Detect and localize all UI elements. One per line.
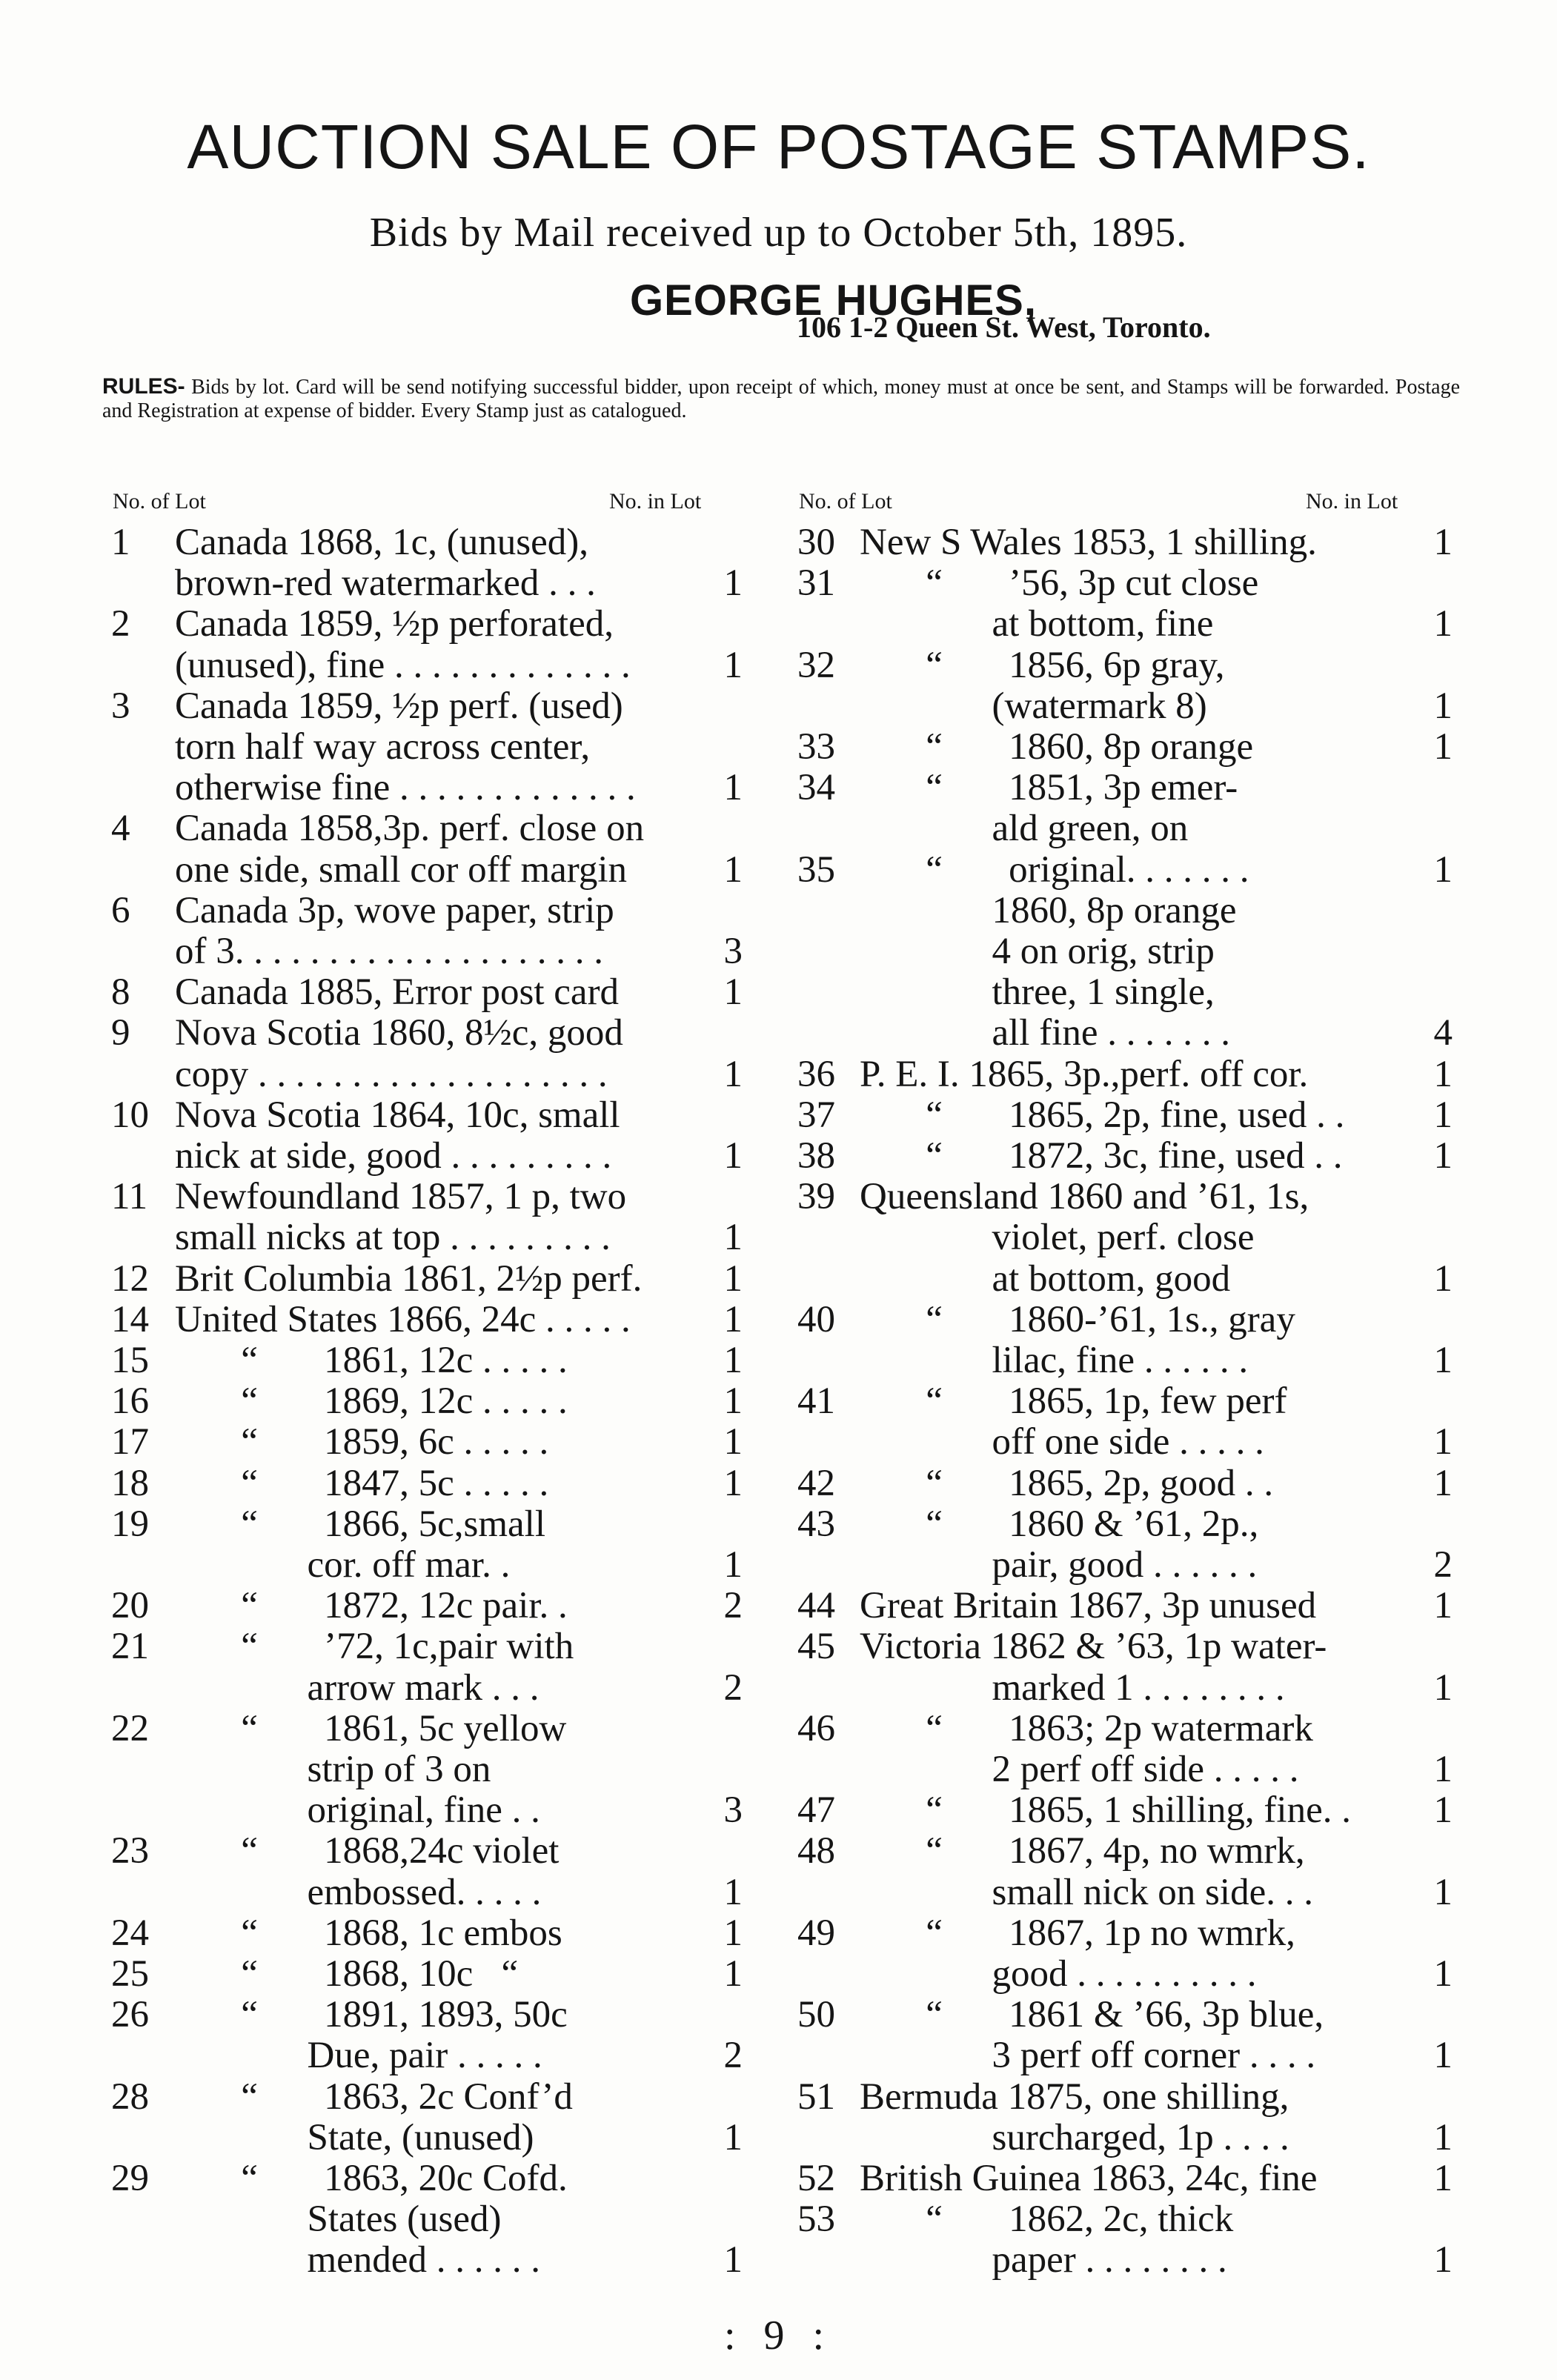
lot-number: 15 xyxy=(111,1340,149,1381)
right-lot-column-header: No. of Lot xyxy=(799,489,892,513)
lot-description: original, fine . . xyxy=(175,1789,540,1832)
auction-rules xyxy=(102,375,1460,423)
lot-description: copy . . . . . . . . . . . . . . . . . . . xyxy=(175,1053,608,1095)
lot-description: Canada 3p, wove paper, strip xyxy=(175,889,614,931)
lot-line xyxy=(0,2033,1557,2078)
lot-description: three, 1 single, xyxy=(860,971,1215,1014)
lot-number: 4 xyxy=(111,808,130,850)
lot-description: “ 1851, 3p emer- xyxy=(860,767,1238,809)
lot-number: 19 xyxy=(111,1503,149,1545)
lot-description: 4 on orig, strip xyxy=(860,931,1215,972)
lot-description: off one side . . . . . xyxy=(860,1421,1264,1463)
lot-description: “ 1859, 6c . . . . . xyxy=(175,1421,549,1463)
dealer-address: 106 1-2 Queen St. West, Toronto. xyxy=(797,310,1211,344)
right-qty-column-header: No. in Lot xyxy=(1306,489,1398,513)
lot-number: 38 xyxy=(797,1135,835,1177)
lot-description: “ 1865, 2p, fine, used . . xyxy=(860,1094,1345,1136)
lot-quantity: 1 xyxy=(1433,685,1453,727)
lot-line xyxy=(0,2197,1557,2241)
lot-number: 52 xyxy=(797,2158,835,2199)
lot-description: “ 1872, 3c, fine, used . . xyxy=(860,1135,1343,1177)
lot-description: States (used) xyxy=(175,2198,502,2241)
lot-line xyxy=(0,848,1557,892)
lot-quantity: 1 xyxy=(723,767,743,809)
lot-description: “ 1860-’61, 1s., gray xyxy=(860,1298,1295,1340)
lot-description: “ 1869, 12c . . . . . xyxy=(175,1380,568,1423)
lot-description: Canada 1868, 1c, (unused), xyxy=(175,522,589,563)
lot-number: 26 xyxy=(111,1994,149,2036)
lot-number: 11 xyxy=(111,1176,148,1218)
lot-number: 17 xyxy=(111,1421,149,1463)
dealer-name: GEORGE HUGHES, xyxy=(630,276,1037,325)
lot-description: 2 perf off side . . . . . xyxy=(860,1749,1299,1790)
lot-quantity: 1 xyxy=(1433,726,1453,768)
lot-number: 20 xyxy=(111,1585,149,1627)
lot-line xyxy=(0,1174,1557,1219)
lot-line xyxy=(0,1379,1557,1423)
lot-number: 32 xyxy=(797,644,835,686)
lot-number: 44 xyxy=(797,1585,835,1627)
lot-quantity: 1 xyxy=(1433,1421,1453,1463)
lot-description: of 3. . . . . . . . . . . . . . . . . . . . xyxy=(175,931,603,972)
lot-quantity: 2 xyxy=(1433,1544,1453,1586)
lot-quantity: 1 xyxy=(1433,2239,1453,2281)
lot-description: surcharged, 1p . . . . xyxy=(860,2116,1289,2158)
lot-quantity: 1 xyxy=(723,2239,743,2281)
lot-description: embossed. . . . . xyxy=(175,1871,542,1913)
lot-line xyxy=(0,1461,1557,1506)
lot-number: 25 xyxy=(111,1953,149,1995)
lot-number: 14 xyxy=(111,1298,149,1340)
lot-line xyxy=(0,1583,1557,1628)
lot-number: 49 xyxy=(797,1912,835,1954)
lot-description: strip of 3 on xyxy=(175,1749,491,1790)
lot-quantity: 1 xyxy=(723,1462,743,1504)
lot-description: (watermark 8) xyxy=(860,685,1207,727)
lot-description: “ 1863, 2c Conf’d xyxy=(175,2075,573,2118)
lot-number: 51 xyxy=(797,2075,835,2118)
lot-line xyxy=(0,725,1557,769)
lot-description: marked 1 . . . . . . . . xyxy=(860,1666,1285,1709)
lot-description: Canada 1859, ½p perforated, xyxy=(175,603,614,645)
lot-description: “ 1863; 2p watermark xyxy=(860,1707,1313,1749)
lot-quantity: 2 xyxy=(723,2035,743,2077)
lot-number: 21 xyxy=(111,1626,149,1668)
lot-description: ald green, on xyxy=(860,808,1189,850)
lot-quantity: 1 xyxy=(723,1053,743,1095)
lot-quantity: 1 xyxy=(723,1257,743,1300)
lot-quantity: 1 xyxy=(723,1421,743,1463)
lot-description: “ 1861 & ’66, 3p blue, xyxy=(860,1994,1324,2036)
lot-line xyxy=(0,1257,1557,1301)
lot-number: 2 xyxy=(111,603,130,645)
lot-description: “ 1891, 1893, 50c xyxy=(175,1994,568,2036)
lot-description: lilac, fine . . . . . . xyxy=(860,1340,1249,1381)
lot-quantity: 1 xyxy=(1433,1257,1453,1300)
lot-line xyxy=(0,806,1557,851)
lot-description: Brit Columbia 1861, 2½p perf. xyxy=(175,1257,643,1300)
lot-quantity: 1 xyxy=(1433,1953,1453,1995)
lot-number: 48 xyxy=(797,1830,835,1872)
lot-line xyxy=(0,2156,1557,2201)
lot-quantity: 1 xyxy=(723,1871,743,1913)
lot-line xyxy=(0,1624,1557,1669)
lot-description: cor. off mar. . xyxy=(175,1544,511,1586)
lot-number: 16 xyxy=(111,1380,149,1423)
lot-description: United States 1866, 24c . . . . . xyxy=(175,1298,631,1340)
lot-number: 8 xyxy=(111,971,130,1014)
lot-description: “ 1868, 1c embos xyxy=(175,1912,562,1954)
lot-description: Victoria 1862 & ’63, 1p water- xyxy=(860,1626,1327,1668)
lot-description: one side, small cor off margin xyxy=(175,848,627,891)
lot-number: 47 xyxy=(797,1789,835,1832)
lot-quantity: 1 xyxy=(723,1912,743,1954)
lot-quantity: 1 xyxy=(1433,2116,1453,2158)
lot-number: 40 xyxy=(797,1298,835,1340)
lot-line xyxy=(0,1338,1557,1383)
lot-description: Newfoundland 1857, 1 p, two xyxy=(175,1176,627,1218)
lot-description: “ 1867, 4p, no wmrk, xyxy=(860,1830,1305,1872)
lot-description: 1860, 8p orange xyxy=(860,889,1237,931)
lot-line xyxy=(0,602,1557,646)
lot-number: 1 xyxy=(111,522,130,563)
lot-quantity: 2 xyxy=(723,1585,743,1627)
lot-description: “ 1865, 1p, few perf xyxy=(860,1380,1287,1423)
lot-quantity: 1 xyxy=(723,1298,743,1340)
lot-quantity: 1 xyxy=(1433,1053,1453,1095)
lot-line xyxy=(0,561,1557,605)
lot-line xyxy=(0,1502,1557,1546)
lot-number: 36 xyxy=(797,1053,835,1095)
lot-description: “ 1865, 2p, good . . xyxy=(860,1462,1274,1504)
lot-number: 41 xyxy=(797,1380,835,1423)
lot-description: “ 1863, 20c Cofd. xyxy=(175,2158,568,2199)
lot-description: Queensland 1860 and ’61, 1s, xyxy=(860,1176,1309,1218)
lot-quantity: 1 xyxy=(723,1953,743,1995)
lot-description: “ 1866, 5c,small xyxy=(175,1503,546,1545)
lot-line xyxy=(0,765,1557,810)
lot-line xyxy=(0,643,1557,688)
lot-quantity: 1 xyxy=(723,971,743,1014)
lot-quantity: 3 xyxy=(723,1789,743,1832)
lot-number: 53 xyxy=(797,2198,835,2241)
lot-quantity: 1 xyxy=(1433,603,1453,645)
lot-quantity: 1 xyxy=(1433,848,1453,891)
lot-line xyxy=(0,2115,1557,2160)
lot-quantity: 1 xyxy=(1433,1666,1453,1709)
lot-description: Bermuda 1875, one shilling, xyxy=(860,2075,1289,2118)
lot-quantity: 4 xyxy=(1433,1012,1453,1054)
lot-quantity: 1 xyxy=(1433,522,1453,563)
lot-quantity: 3 xyxy=(723,931,743,972)
lot-line xyxy=(0,970,1557,1014)
lot-quantity: 1 xyxy=(1433,2035,1453,2077)
lot-quantity: 1 xyxy=(723,2116,743,2158)
lot-line xyxy=(0,1952,1557,1996)
lot-description: “ 1865, 1 shilling, fine. . xyxy=(860,1789,1351,1832)
lot-description: small nicks at top . . . . . . . . . xyxy=(175,1217,611,1259)
lot-description: “ 1860 & ’61, 2p., xyxy=(860,1503,1259,1545)
lot-line xyxy=(0,1052,1557,1097)
left-lot-column-header: No. of Lot xyxy=(113,489,206,513)
lot-description: “ 1847, 5c . . . . . xyxy=(175,1462,549,1504)
lot-description: “ ’56, 3p cut close xyxy=(860,562,1259,605)
lot-description: (unused), fine . . . . . . . . . . . . . xyxy=(175,644,631,686)
lot-quantity: 1 xyxy=(1433,2158,1453,2199)
lot-description: British Guinea 1863, 24c, fine xyxy=(860,2158,1318,2199)
lot-line xyxy=(0,520,1557,565)
lot-description: New S Wales 1853, 1 shilling. xyxy=(860,522,1317,563)
lot-number: 3 xyxy=(111,685,130,727)
lot-line xyxy=(0,1093,1557,1137)
lot-line xyxy=(0,1747,1557,1792)
lot-number: 33 xyxy=(797,726,835,768)
lot-description: P. E. I. 1865, 3p.,perf. off cor. xyxy=(860,1053,1309,1095)
lot-line xyxy=(0,684,1557,728)
lot-quantity: 1 xyxy=(1433,1871,1453,1913)
page-number: : 9 : xyxy=(723,2313,834,2359)
rules-text: Bids by lot. Card will be send notifying successful bidder, upon receipt of which, money must at once be sent, and Stamps will be forwarded. Postage and Registration at expense of bidder. Every Stamp just as catalogued. xyxy=(102,376,1461,422)
lot-description: Due, pair . . . . . xyxy=(175,2035,542,2077)
lot-line xyxy=(0,1992,1557,2037)
lot-description: “ 1861, 5c yellow xyxy=(175,1707,567,1749)
lot-number: 24 xyxy=(111,1912,149,1954)
lot-description: Canada 1858,3p. perf. close on xyxy=(175,808,645,850)
lot-number: 39 xyxy=(797,1176,835,1218)
lot-number: 12 xyxy=(111,1257,149,1300)
lot-number: 29 xyxy=(111,2158,149,2199)
lot-quantity: 1 xyxy=(723,1380,743,1423)
lot-quantity: 1 xyxy=(1433,1135,1453,1177)
lot-description: all fine . . . . . . . xyxy=(860,1012,1231,1054)
lot-description: nick at side, good . . . . . . . . . xyxy=(175,1135,612,1177)
lot-number: 28 xyxy=(111,2075,149,2118)
lot-description: good . . . . . . . . . . xyxy=(860,1953,1257,1995)
lot-number: 37 xyxy=(797,1094,835,1136)
lot-number: 9 xyxy=(111,1012,130,1054)
lot-quantity: 1 xyxy=(723,848,743,891)
lot-number: 50 xyxy=(797,1994,835,2036)
lot-line xyxy=(0,929,1557,974)
lot-line xyxy=(0,888,1557,933)
bids-deadline-subtitle: Bids by Mail received up to October 5th, 1895. xyxy=(369,210,1188,256)
lot-quantity: 1 xyxy=(723,1340,743,1381)
lot-line xyxy=(0,1215,1557,1260)
lot-line xyxy=(0,1543,1557,1587)
lot-description: State, (unused) xyxy=(175,2116,534,2158)
lot-line xyxy=(0,1788,1557,1832)
lot-line xyxy=(0,2238,1557,2282)
lot-quantity: 1 xyxy=(723,562,743,605)
lot-number: 22 xyxy=(111,1707,149,1749)
lot-line xyxy=(0,1911,1557,1955)
lot-description: brown-red watermarked . . . xyxy=(175,562,596,605)
lot-description: “ ’72, 1c,pair with xyxy=(175,1626,574,1668)
lot-number: 18 xyxy=(111,1462,149,1504)
lot-description: at bottom, good xyxy=(860,1257,1231,1300)
lot-description: Canada 1859, ½p perf. (used) xyxy=(175,685,623,727)
lot-description: Nova Scotia 1864, 10c, small xyxy=(175,1094,620,1136)
lot-quantity: 1 xyxy=(723,1135,743,1177)
lot-description: “ original. . . . . . . xyxy=(860,848,1249,891)
lot-description: “ 1861, 12c . . . . . xyxy=(175,1340,568,1381)
page-title: AUCTION SALE OF POSTAGE STAMPS. xyxy=(187,112,1370,182)
lot-description: “ 1860, 8p orange xyxy=(860,726,1254,768)
lot-description: “ 1868, 10c “ xyxy=(175,1953,519,1995)
lot-number: 23 xyxy=(111,1830,149,1872)
lot-number: 6 xyxy=(111,889,130,931)
lot-line xyxy=(0,1870,1557,1915)
lot-number: 34 xyxy=(797,767,835,809)
lot-description: mended . . . . . . xyxy=(175,2239,540,2281)
lot-description: “ 1862, 2c, thick xyxy=(860,2198,1234,2241)
lot-description: Canada 1885, Error post card xyxy=(175,971,620,1014)
lot-line xyxy=(0,2075,1557,2119)
lot-description: at bottom, fine xyxy=(860,603,1214,645)
lot-number: 43 xyxy=(797,1503,835,1545)
lot-description: violet, perf. close xyxy=(860,1217,1255,1259)
lot-description: pair, good . . . . . . xyxy=(860,1544,1258,1586)
lot-quantity: 1 xyxy=(1433,1462,1453,1504)
lot-description: “ 1867, 1p no wmrk, xyxy=(860,1912,1295,1954)
lot-line xyxy=(0,1829,1557,1873)
lot-line xyxy=(0,1011,1557,1055)
lot-quantity: 1 xyxy=(723,1217,743,1259)
lot-line xyxy=(0,1134,1557,1178)
lot-quantity: 1 xyxy=(723,644,743,686)
lot-quantity: 2 xyxy=(723,1666,743,1709)
rules-heading: RULES- xyxy=(102,374,185,399)
lot-number: 31 xyxy=(797,562,835,605)
lot-line xyxy=(0,1420,1557,1464)
lot-description: arrow mark . . . xyxy=(175,1666,540,1709)
lot-description: Nova Scotia 1860, 8½c, good xyxy=(175,1012,623,1054)
lot-description: “ 1856, 6p gray, xyxy=(860,644,1225,686)
lot-number: 46 xyxy=(797,1707,835,1749)
lot-quantity: 1 xyxy=(1433,1094,1453,1136)
lot-line xyxy=(0,1297,1557,1342)
lot-description: torn half way across center, xyxy=(175,726,591,768)
lot-quantity: 1 xyxy=(723,1544,743,1586)
lot-description: small nick on side. . . xyxy=(860,1871,1313,1913)
lot-quantity: 1 xyxy=(1433,1340,1453,1381)
lot-number: 35 xyxy=(797,848,835,891)
lot-quantity: 1 xyxy=(1433,1585,1453,1627)
lot-description: 3 perf off corner . . . . xyxy=(860,2035,1316,2077)
lot-number: 10 xyxy=(111,1094,149,1136)
lot-line xyxy=(0,1666,1557,1710)
lot-description: paper . . . . . . . . xyxy=(860,2239,1227,2281)
lot-quantity: 1 xyxy=(1433,1749,1453,1790)
lot-description: Great Britain 1867, 3p unused xyxy=(860,1585,1317,1627)
lot-description: “ 1868,24c violet xyxy=(175,1830,560,1872)
lot-number: 45 xyxy=(797,1626,835,1668)
left-qty-column-header: No. in Lot xyxy=(609,489,702,513)
lot-description: “ 1872, 12c pair. . xyxy=(175,1585,568,1627)
lot-description: otherwise fine . . . . . . . . . . . . . xyxy=(175,767,636,809)
lot-number: 42 xyxy=(797,1462,835,1504)
lot-line xyxy=(0,1706,1557,1751)
lot-number: 30 xyxy=(797,522,835,563)
lot-quantity: 1 xyxy=(1433,1789,1453,1832)
